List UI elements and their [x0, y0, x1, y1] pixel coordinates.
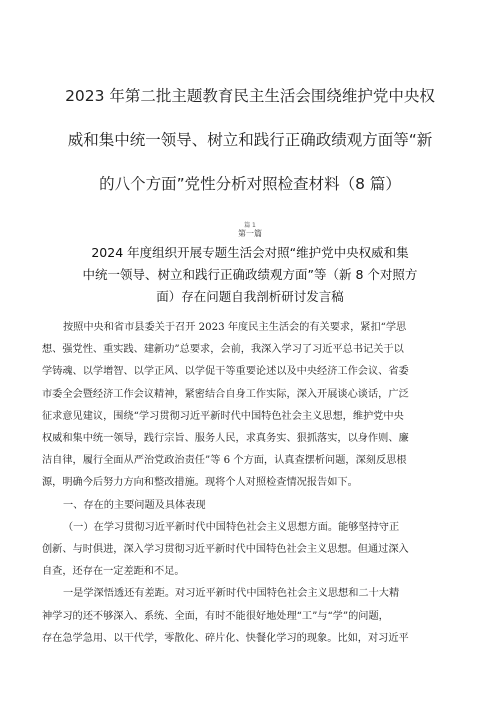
document-title [30, 74, 470, 206]
text-line: 市委全会暨经济工作会议精神，紧密结合自身工作实际，深入开展谈心谈话，广泛 [42, 388, 409, 400]
subtitle-line: 面）存在问题自我剖析研讨发言稿 [156, 289, 344, 304]
text-line: 神学习的还不够深入、系统、全面，有时不能很好地处理“工”与“学”的问题， [42, 610, 389, 622]
section-marker-label: 第一篇 [238, 229, 262, 238]
title-line: 2023 年第二批主题教育民主生活会围绕维护党中央权 [65, 87, 435, 105]
text-line: 学铸魂、以学增智、以学正风、以学促干等重要论述以及中央经济工作会议、省委 [42, 366, 409, 378]
text-line: （一）在学习贯彻习近平新时代中国特色社会主义思想方面。能够坚持守正 [63, 521, 400, 533]
section-heading [42, 495, 462, 517]
text-line: 自查，还存在一定差距和不足。 [42, 566, 185, 578]
body-text [42, 317, 462, 650]
text-line: 一是学深悟透还有差距。对习近平新时代中国特色社会主义思想和二十大精 [63, 588, 400, 600]
text-line: 征求意见建议，围绕“学习贯彻习近平新时代中国特色社会主义思想，维护党中央 [42, 410, 404, 422]
text-line: 按照中央和省市县委关于召开 2023 年度民主生活会的有关要求，紧扣“学思 [63, 322, 407, 333]
subtitle-line: 中统一领导、树立和践行正确政绩观方面”等（新 8 个对照方 [82, 267, 418, 282]
text-line: 创新、与时俱进，深入学习贯彻习近平新时代中国特色社会主义思想。但通过深入 [42, 544, 409, 556]
section-marker-small: 篇 1 [244, 222, 256, 229]
paragraph-point-1 [42, 583, 462, 650]
text-line: 一、存在的主要问题及具体表现 [63, 499, 206, 511]
text-line: 存在急学急用、以干代学，零散化、碎片化、快餐化学习的现象。比如，对习近平 [42, 632, 409, 644]
text-line: 源，明确今后努力方向和整改措施。现将个人对照检查情况报告如下。 [42, 477, 358, 489]
text-line: 想、强党性、重实践、建新功”总要求，会前，我深入学习了习近平总书记关于以 [42, 344, 404, 356]
title-line: 的八个方面”党性分析对照检查材料（8 篇） [99, 175, 401, 193]
title-line: 威和集中统一领导、树立和践行正确政绩观方面等“新 [67, 131, 433, 149]
text-line: 洁自律，履行全面从严治党政治责任”等 6 个方面，认真查摆析问题，深刻反思根 [42, 455, 407, 467]
text-line: 权威和集中统一领导，践行宗旨、服务人民，求真务实、狠抓落实，以身作则、廉 [42, 433, 409, 445]
section-subtitle [50, 242, 450, 308]
paragraph-subsection-1 [42, 517, 462, 584]
paragraph-intro [42, 317, 462, 495]
subtitle-line: 2024 年度组织开展专题生活会对照“维护党中央权威和集 [91, 245, 409, 260]
section-marker [0, 222, 500, 239]
